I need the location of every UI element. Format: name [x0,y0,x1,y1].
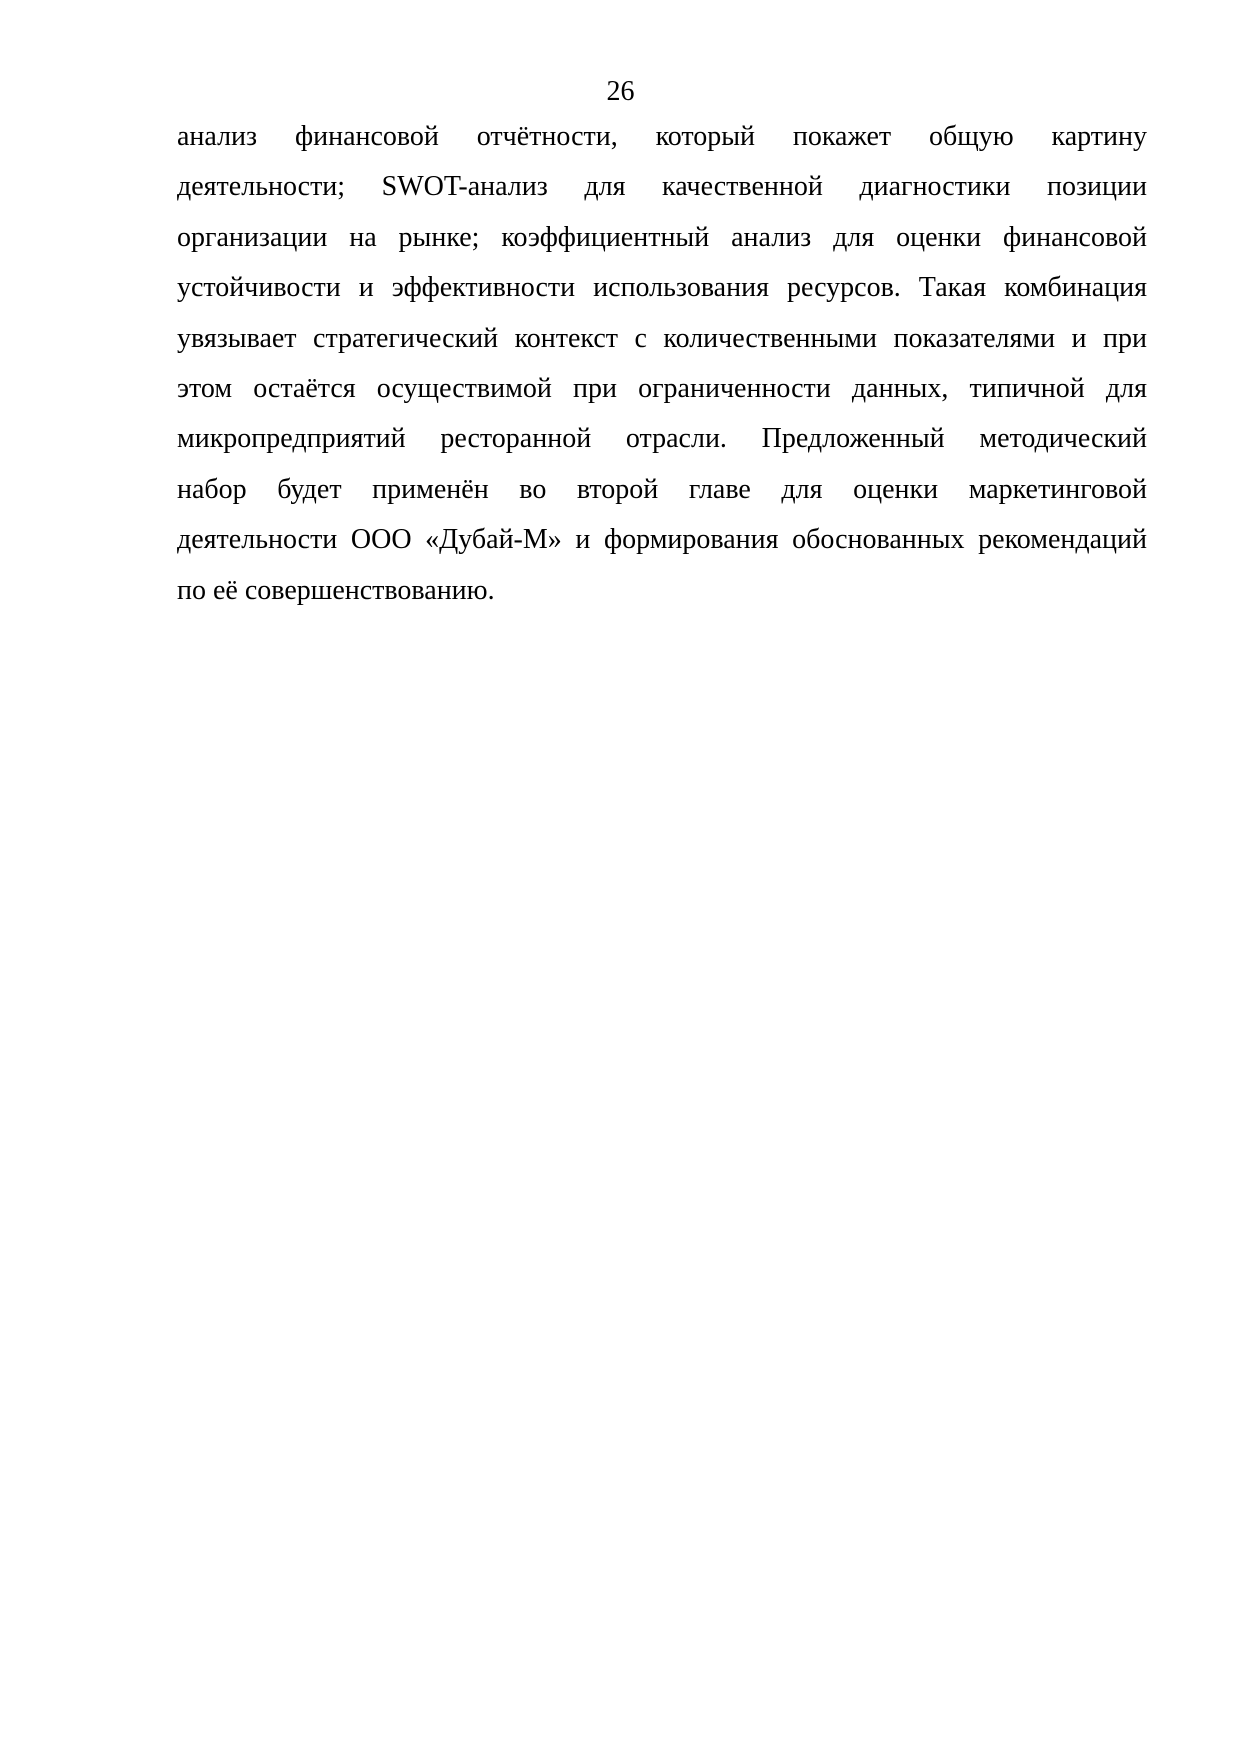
paragraph-line: увязывает стратегический контекст с количественными показателями и при [177,322,1147,354]
paragraph-line: деятельности; SWOT-анализ для качественной диагностики позиции [177,171,1147,203]
paragraph-line: микропредприятий ресторанной отрасли. Предложенный методический [177,423,1147,455]
paragraph-line: деятельности ООО «Дубай-М» и формирования обоснованных рекомендаций [177,524,1147,556]
paragraph-line: анализ финансовой отчётности, который покажет общую картину [177,121,1147,152]
paragraph-line: набор будет применён во второй главе для оценки маркетинговой [177,473,1147,505]
paragraph-line: по её совершенствованию. [177,574,495,606]
paragraph-line: организации на рынке; коэффициентный анализ для оценки финансовой [177,221,1147,253]
paragraph-line: этом остаётся осуществимой при ограниченности данных, типичной для [177,372,1147,404]
page-number: 26 [606,76,635,107]
body-paragraph [177,112,1147,616]
paragraph-line: устойчивости и эффективности использования ресурсов. Такая комбинация [177,272,1147,304]
